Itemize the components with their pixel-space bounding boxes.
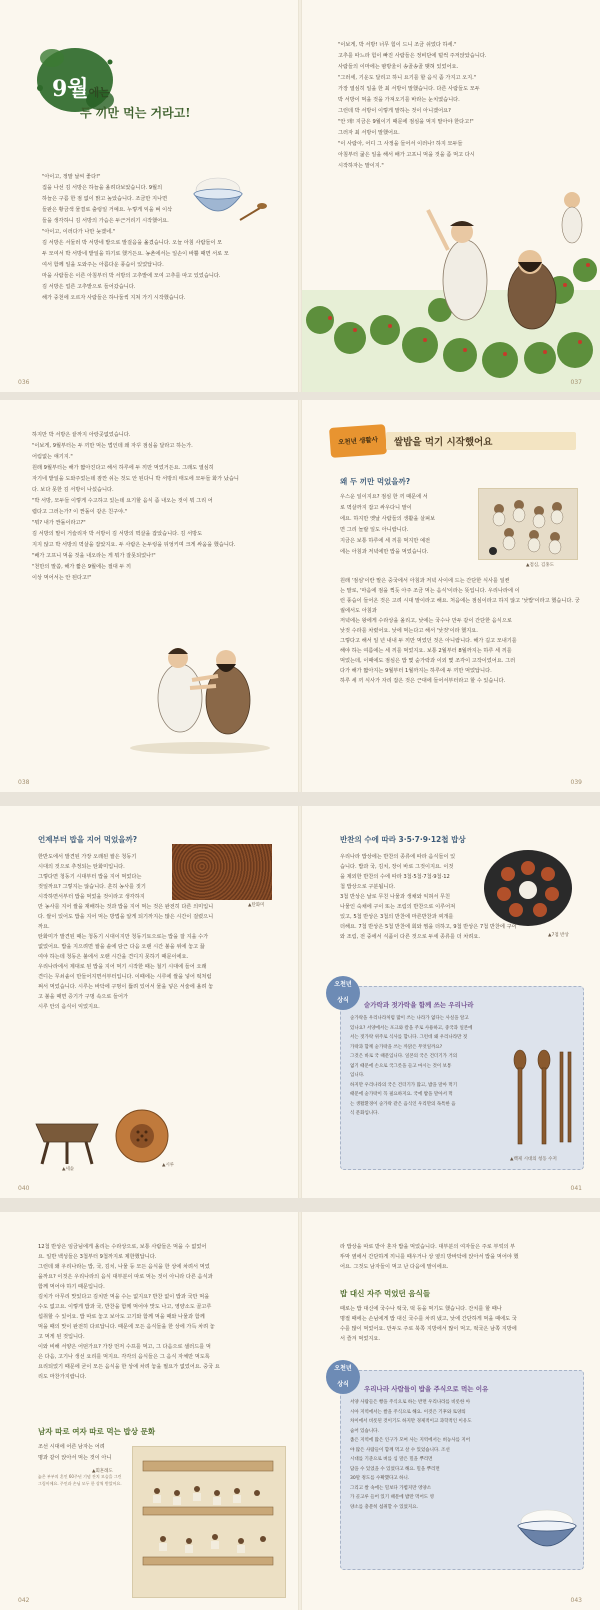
paragraph-rice-history: 한반도에서 발견된 가장 오래된 쌀은 청동기 시대의 것으로 추정되는 탄화미입니다. 그렇다면 청동기 시대부터 밥을 지어 먹었다는 것일까요? 그렇지는 않습니다. 흔히 농사를 짓기 시작하면서부터 밥을 먹었을 것이라고 생각하지 만 농사를 지어 쌀을 재배하는 것과 밥을 지어 먹는 것은 완전히 다른 의미입니 다. 쌀이 있어도 밥을 지어 먹는 방법을 알게 되기까지는 많은 시간이 걸렸으니 까요. 탄화미가 발견된 때는 청동기 시대이지만 청동기토으로는 밥을 잘 지을 수가 없었어요. 밥을 지으려면 쌀을 솥에 담근 다음 오랜 시간 불을 위에 놓고 끓 여야 하는데 청동은 불에서 오랜 시간을 견디지 못하기 때문이에요. 우리나라에서 제대로 된 밥을 지어 먹기 시작한 때는 철기 시대에 들어 오래 견디는 무쇠솥이 만들어지면서부터입니다. 이때에는 시루에 쌀을 넣어 떡처럼 쪄서 먹었습니다. 시루는 바닥에 구멍이 뚫려 있어서 물을 넣은 서술에 올려 놓 고 불을 때면 증기가 구멍 속으로 들어가 시루 안의 음식이 익었지요. — [38, 854, 214, 1010]
painting-hoehonrye — [132, 1446, 286, 1598]
paragraph-table-setting: 우리나라 밥상에는 반찬의 종류에 따라 음식들이 있 습니다. 밥과 국, 김치, 장이 바로 그것이지요. 이것 을 제외한 반찬의 수에 따라 3첩·5첩·7첩·9첩·12 첩 밥상으로 구분됩니다. 3첩 반상은 날로 무친 나물과 생채와 익혀서 무친 나물인 숙채에 구이 또는 조림의 반찬으로 이루어져 있고, 5첩 반상은 3첩의 반찬에 마른반찬과 찌개를 더해요. 7첩 반상은 5첩 반찬에 회와 찜을 더하고, 9첩 반상은 7첩 반찬에 구이 와 조림, 전 중에서 식품이 다른 것으로 두세 종류를 더 차려요. — [340, 854, 517, 940]
fighting-men-illustration — [120, 618, 280, 758]
photo-caption-rice: ▲탄화미 — [248, 903, 265, 908]
painting-jeomsim — [478, 488, 578, 560]
page-number-right: 037 — [570, 379, 582, 386]
section-tag — [329, 424, 387, 458]
page-number-left: 036 — [18, 379, 30, 386]
trivia-box-text: 서양 사람들은 빵을 주식으로 하는 반면 우리나라를 비롯한 아 시아 지역에서는 쌀을 주식으로 해요. 이것은 기후와 토양의 차이에서 비롯된 것이기도 하지만 경제적이고 과학적인 이유도 숨어 있습니다. 좁은 지역에 많은 인구가 모여 사는 지역에서는 벼농사를 지어 야 많은 사람들이 함께 먹고 살 수 있었습니다. 조선 시대를 기준으로 벼를 심 말은 밀을 뿌리면 담을 수 있었을 수 있었다고 해요. 밀을 뿌리면 30말 정도를 수확했다고 하니. 그리고 쌀 속에는 밀보다 가볍지만 영양소 가 골고루 들어 있기 때문에 밥만 먹어도 영 양소를 충분히 섭취할 수 있었지요. — [350, 1400, 472, 1510]
painting-hoehonrye-art — [133, 1447, 285, 1597]
page-number-right: 039 — [570, 779, 582, 786]
chapter-title-line2: 두 끼만 먹는 거라고! — [80, 106, 191, 120]
title-month: 9월 — [52, 76, 89, 102]
story-text-left: "아이고, 정말 날씨 좋다!" 집을 나선 김 서방은 하늘을 올려다보았습니다. 9월의 하늘은 구름 한 점 없이 맑고 높았습니다. 조금만 지나면 들판은 황금색 물결로 출렁일 거예요. 누렇게 익을 벼 이삭 들을 생각하니 김 서방의 가슴은 두근거리기 시작했어요. "아이고, 이러다가 나만 늦겠네." 김 서방은 서둘러 박 서방네 밭으로 발걸음을 옮겼습니다. 오늘 아침 사람들이 모 두 모여서 박 서방네 밭일을 하기로 했거든요. 농촌에서는 일손이 바쁠 때면 서로 모 여서 함께 일을 도와주는 아름다운 풍습이 있었답니다. 마을 사람들은 이른 아침부터 박 서방의 고추밭에 모여 고추를 따고 있었습니다. 김 서방은 얼른 고추밭으로 들어갔습니다. 해가 중천에 오르자 사람들은 하나둘씩 지쳐 가기 시작했습니다. — [42, 174, 229, 301]
page-036 — [0, 0, 300, 392]
rice-bowl-photo — [514, 1504, 580, 1560]
painting-jeomsim-art — [479, 489, 577, 559]
subheading-separate-meals: 남자 따로 여자 따로 먹는 밥상 문화 — [38, 1427, 156, 1436]
section-heading: 쌀밥을 먹기 시작했어요 — [394, 437, 493, 448]
gutter — [298, 400, 302, 792]
paragraph-two-meals-intro: 우스운 일이지요? 점심 한 끼 때문에 서 로 멱살까지 잡고 싸우다니 말이 에요. 하지만 옛날 사람들의 생활을 살펴보 면 그리 놀랄 일도 아니랍니다. 지금은 보통 하루에 세 끼를 먹지만 예전 에는 아침과 저녁에만 밥을 먹었습니다. — [340, 494, 436, 555]
page-number-left: 042 — [18, 1597, 30, 1604]
page-038 — [0, 400, 300, 792]
page-037 — [300, 0, 600, 392]
chapter-title — [52, 72, 110, 103]
badge-label-top: 오천년 — [334, 981, 352, 988]
photo-caption-pot: ▲세솥 — [62, 1167, 75, 1172]
painting-caption-hoehonrye: ▲회혼례도 — [92, 1469, 113, 1474]
page-number-left: 040 — [18, 1185, 30, 1192]
section-tag-label: 오천년 생활사 — [337, 435, 379, 446]
gutter — [298, 806, 302, 1198]
photo-caption-steamer: ▲시루 — [162, 1163, 175, 1168]
gutter — [298, 1212, 302, 1610]
spread-036-037 — [0, 0, 600, 392]
painting-caption: ▲점심, 김홍도 — [526, 563, 555, 568]
badge-label-bottom: 상식 — [337, 1381, 349, 1388]
page-number-right: 043 — [570, 1597, 582, 1604]
spread-040-041 — [0, 806, 600, 1198]
painting-note: 늙은 부부의 혼인 60주년 기념 잔치 모습을 그린 그림이에요. 주인과 손님 모두 한 상씩 받았어요. — [38, 1474, 122, 1486]
spread-042-043 — [0, 1212, 600, 1610]
story-text-right: "이보게, 박 서방! 너무 힘이 드니 조금 쉬었다 하세." 고추를 따느라 힘이 빠진 사람들은 정비단에 털썩 주저앉았습니다. 사람들의 이마에는 땀방울이 송골송골 맺혀 있었어요. "그러세, 기운도 달리고 하니 요기를 할 음식 좀 가지고 오지." 가장 열심히 일을 한 최 서방이 말했습니다. 다른 사람들도 모두 박 서방이 먹을 것을 가져오기를 바라는 눈치였습니다. 그런데 박 서방이 이렇게 말하는 것이 아니겠어요? "안 돼! 지금은 9월이기 때문에 점심을 먹지 말아야 한다고!" 그러자 최 서방이 말했어요. "이 사람아, 어디 그 사정을 들어서 이러나! 하지 모두들 아침부터 굶은 일을 해서 배가 고프니 먹을 것을 좀 먹고 다시 시작하자는 말이지." — [338, 42, 487, 169]
story-text-continued: 하지만 박 서방은 끝까지 아랑곳없었습니다. "이보게, 9월부터는 두 끼만 먹는 법인데 왜 자꾸 점심을 달라고 하는가. 어림없는 얘기지." 원래 9월부터는 해가 짧아진다고 해서 하루에 두 끼만 먹었거든요. 그래도 열심히 자기네 밭일을 도와주었는데 잠깐 쉬는 것도 안 된다니 박 서방의 태도에 모두들 화가 났습니 다. 보다 못한 김 서방이 나섰습니다. "박 서방, 모두들 이렇게 수고하고 있는데 요기할 음식 좀 내오는 것이 뭐 그리 어 렵다고 그러는가? 이 짠돌이 같은 친구야." "뭐? 내가 짠돌이라고?" 김 서방의 말이 거슬리자 박 서방이 김 서방의 멱살을 잡았습니다. 김 서방도 지지 않고 박 서방의 멱살을 잡았지요. 두 사람은 논두렁을 뒤엉키며 크게 싸움을 했습니다. "배가 고프니 먹을 것을 내오라는 게 뭐가 잘못되었나!" "천만의 말씀, 해가 짧은 9월에는 절대 두 끼 이상 먹어서는 안 된다고!" — [32, 432, 239, 581]
photo-caption-spoons: ▲백제 시대의 청동 수저 — [510, 1157, 557, 1162]
subheading-rice-cooking: 언제부터 밥을 지어 먹었을까? — [38, 835, 138, 844]
subheading-table-setting: 반찬의 수에 따라 3·5·7·9·12첩 밥상 — [340, 835, 466, 844]
subheading-two-meals: 왜 두 끼만 먹었을까? — [340, 477, 411, 486]
iron-pot-illustration — [32, 1116, 102, 1166]
trivia-badge — [326, 1360, 360, 1394]
trivia-box-text: 숟가락을 우리나라처럼 많이 쓰는 나라가 없다는 사실을 알고 있나요? 서양에서는 포크와 칼을 주로 사용하고, 중국과 일본에 서는 젓가락 위주로 식사를 합니다. 그런데 왜 우리나라만 젓 가락과 함께 숟가락을 쓰는 까닭은 무엇일까요? 그것은 바로 국 때문입니다. 일본의 국은 건더기가 거의 없기 때문에 손으로 국그릇을 들고 마시는 것이 보통 입니다. 하지만 우리나라의 국은 건더기가 많고, 밥을 말아 먹기 때문에 숟가락이 꼭 필요하지요. 국에 밥을 말아서 먹 는 생활환경이 숟가락 같은 음식인 우리만의 독특한 음 식 문화입니다. — [350, 1016, 473, 1116]
badge-label-top: 오천년 — [334, 1365, 352, 1372]
gutter — [298, 0, 302, 392]
page-number-left: 038 — [18, 779, 30, 786]
bronze-spoons-illustration — [508, 1048, 578, 1148]
page-042 — [0, 1212, 300, 1610]
paragraph-jeomsim-origin: 원래 '점심'이란 말은 중국에서 아침과 저녁 사이에 드는 간단한 식사를 일컫 는 말로, '마음에 점을 찍듯 아주 조금 먹는 음식'이라는 뜻입니다. 우리나라에 이 런 풍습이 들어온 것은 고려 시대 말이라고 해요. 처음에는 점심이라고 하지 않고 '낮밥'이라고 했습니다. 궁궐에서도 아침과 저녁에는 왕에게 수라상을 올리고, 낮에는 국수나 만두 같이 간단한 음식으로 낮것 수라를 차렸어요. 낮에 먹는다고 해서 '낮것'이라 했지요. 그렇다고 해서 일 년 내내 두 끼만 먹었던 것은 아니랍니다. 해가 길고 모내기를 해야 하는 여름에는 세 끼를 먹었지요. 보통 2월부터 8월까지는 하루 세 끼를 먹었는데, 이때에도 점심은 밥 몇 숟가락과 이외 몇 조각이 고작이었어요. 그러 다가 해가 짧아지는 9월부터 1월까지는 하루에 두 끼만 먹었답니다. 하루 세 끼 식사가 자리 잡은 것은 근대에 들어서부터라고 할 수 있습니다. — [340, 578, 580, 684]
trivia-box-title: 숟가락과 젓가락을 함께 쓰는 우리나라 — [364, 1001, 474, 1009]
farmers-pepper-field-illustration — [300, 170, 600, 392]
page-043 — [300, 1212, 600, 1610]
page-039 — [300, 400, 600, 792]
paragraph-one-table: 12첩 반상은 임금님에게 올리는 수라상으로, 보통 사람들은 먹을 수 없었어 요. 일반 백성들은 3첩부터 9첩까지로 제한했답니다. 그런데 왜 우리나라는 밥, 국, 김치, 나물 등 모든 음식을 한 상에 차려서 먹었 을까요? 이것은 우리나라의 음식 대부분이 따로 먹는 것이 아니라 다른 음식과 함께 먹어야 하기 때문입니다. 김치가 아무리 맛있다고 김치만 먹을 수는 없지요? 반찬 없이 밥과 국만 먹을 수도 없고요. 이렇게 밥과 국, 반찬을 함께 먹어야 맛도 나고, 영양소도 골고루 섭취할 수 있어요. 밥 따로 놓고 보아도 고기와 함께 먹을 때와 나물과 함께 먹을 때의 맛이 완전히 다르답니다. 때문에 모든 음식들을 한 상에 가득 차려 놓 고 먹게 된 것입니다. 이와 비해 서양은 어떤가요? 가장 먼저 수프를 먹고, 그 다음으로 샐러드를 먹 은 다음, 고기나 생선 요리를 먹지요. 각각의 음식들은 그 음식 자체만 먹도록 요리되었기 때문에 굳이 모든 음식을 한 상에 차려 놓을 필요가 없었어요. 중국 요 리도 마찬가지랍니다. — [38, 1244, 220, 1380]
subheading-substitute-foods: 밥 대신 자주 먹었던 음식들 — [340, 1289, 431, 1298]
badge-label-bottom: 상식 — [337, 997, 349, 1004]
paragraph-substitute-foods: 때로는 밥 대신에 국수나 떡국, 떡 등을 먹기도 했습니다. 잔치를 할 때나 명절 때에는 손님에게 밥 대신 국수를 차려 냈고, 낮에 간단하게 먹을 때에도 국 수를 많이 먹었어요. 만두도 주로 북쪽 지방에서 많이 먹고, 떡국은 남쪽 지방에 서 즐겨 먹었지요. — [340, 1306, 517, 1342]
trivia-badge — [326, 976, 360, 1010]
paragraph-women-meals: 라 밥상을 따로 받아 혼자 밥을 먹었습니다. 대부분의 여자들은 주로 부엌의 부 뚜막 옆에서 간단하게 끼니를 때우거나 상 옆의 방바닥에 앉아서 밥을 먹어야 했 어요. 그것도 남자들이 먹고 난 다음에 말이에요. — [340, 1244, 519, 1270]
trivia-box-title: 우리나라 사람들이 밥을 주식으로 먹는 이유 — [364, 1385, 489, 1393]
photo-caption-table: ▲7첩 반상 — [548, 933, 569, 938]
spread-038-039 — [0, 400, 600, 792]
paragraph-separate-meals: 조선 시대에 어른 남자는 어려 명과 같이 앉아서 먹는 것이 아니 — [38, 1444, 112, 1461]
page-041 — [300, 806, 600, 1198]
title-rest: 에는 — [88, 86, 110, 99]
page-040 — [0, 806, 300, 1198]
page-number-right: 041 — [570, 1185, 582, 1192]
